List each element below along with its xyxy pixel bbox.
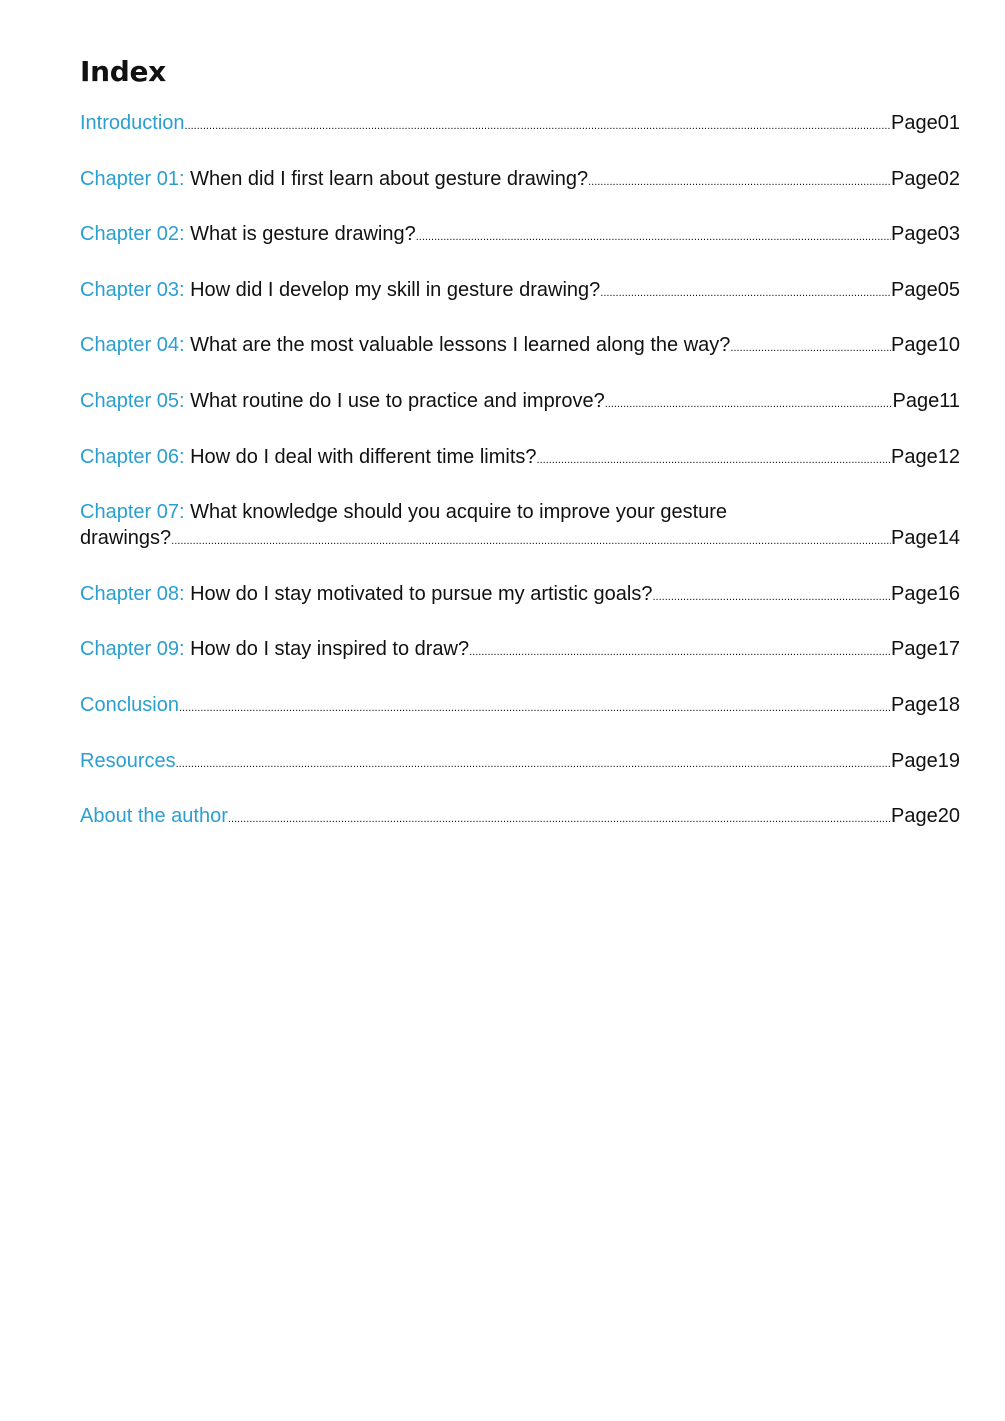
toc-page-number: Page02 [891,167,960,190]
toc-entry-title: How did I develop my skill in gesture drawing? [184,278,601,301]
toc-page-number: Page16 [891,582,960,605]
toc-entry-title: When did I first learn about gesture drawing? [184,167,589,190]
toc-page-number: Page11 [892,389,960,412]
toc-entry-chapter-09[interactable] [80,636,960,665]
toc-entry-label: About the author [80,805,228,828]
table-of-contents [80,110,960,832]
toc-entry-label: Chapter 01: [80,167,185,190]
toc-page-number: Page05 [891,278,960,301]
dot-leader [600,277,891,306]
toc-page-number: Page10 [891,334,960,357]
page-title: Index [80,55,166,88]
toc-page-number: Page14 [891,527,960,550]
toc-entry-title: How do I stay inspired to draw? [184,638,470,661]
toc-page-number: Page17 [891,638,960,661]
dot-leader [176,748,891,777]
toc-page-number: Page12 [891,445,960,468]
toc-entry-label: Chapter 02: [80,223,185,246]
toc-entry-chapter-02[interactable] [80,221,960,250]
dot-leader [730,332,891,361]
toc-entry-title: What are the most valuable lessons I learned along the way? [184,334,731,357]
toc-entry-title: What routine do I use to practice and improve? [184,389,605,412]
toc-entry-label: Chapter 03: [80,278,185,301]
toc-entry-conclusion[interactable] [80,692,960,721]
index-page [80,55,960,859]
dot-leader [416,221,891,250]
toc-entry-chapter-03[interactable] [80,277,960,306]
toc-page-number: Page01 [891,112,960,134]
dot-leader [537,444,892,473]
dot-leader [228,803,891,832]
toc-entry-label: Resources [80,749,176,772]
toc-entry-title-continued: drawings? [80,527,172,550]
toc-entry-about-the-author[interactable] [80,803,960,832]
dot-leader [605,388,893,417]
toc-entry-label: Chapter 08: [80,582,185,605]
toc-page-number: Page20 [891,805,960,828]
toc-entry-chapter-05[interactable] [80,388,960,417]
toc-page-number: Page19 [891,749,960,772]
toc-entry-chapter-04[interactable] [80,332,960,361]
toc-entry-label: Chapter 07: [80,501,185,524]
toc-page-number: Page03 [891,223,960,246]
toc-entry-label: Chapter 04: [80,334,185,357]
dot-leader [653,581,892,610]
toc-entry-label: Chapter 05: [80,389,185,412]
toc-entry-title: What is gesture drawing? [184,223,416,246]
toc-entry-label: Introduction [80,112,185,134]
toc-entry-resources[interactable] [80,748,960,777]
toc-page-number: Page18 [891,693,960,716]
dot-leader [588,166,891,195]
toc-entry-title: How do I deal with different time limits? [184,445,537,468]
toc-entry-chapter-06[interactable] [80,444,960,473]
dot-leader [171,525,891,554]
toc-entry-title: How do I stay motivated to pursue my artistic goals? [184,582,653,605]
toc-entry-label: Conclusion [80,693,179,716]
toc-entry-chapter-07[interactable] [80,499,960,554]
dot-leader [179,692,891,721]
dot-leader [469,636,891,665]
toc-entry-chapter-08[interactable] [80,581,960,610]
toc-entry-label: Chapter 06: [80,445,185,468]
toc-entry-label: Chapter 09: [80,638,185,661]
dot-leader [185,110,892,139]
toc-entry-introduction[interactable] [80,110,960,139]
toc-entry-chapter-01[interactable] [80,166,960,195]
toc-entry-title: What knowledge should you acquire to improve your gesture [184,501,728,524]
